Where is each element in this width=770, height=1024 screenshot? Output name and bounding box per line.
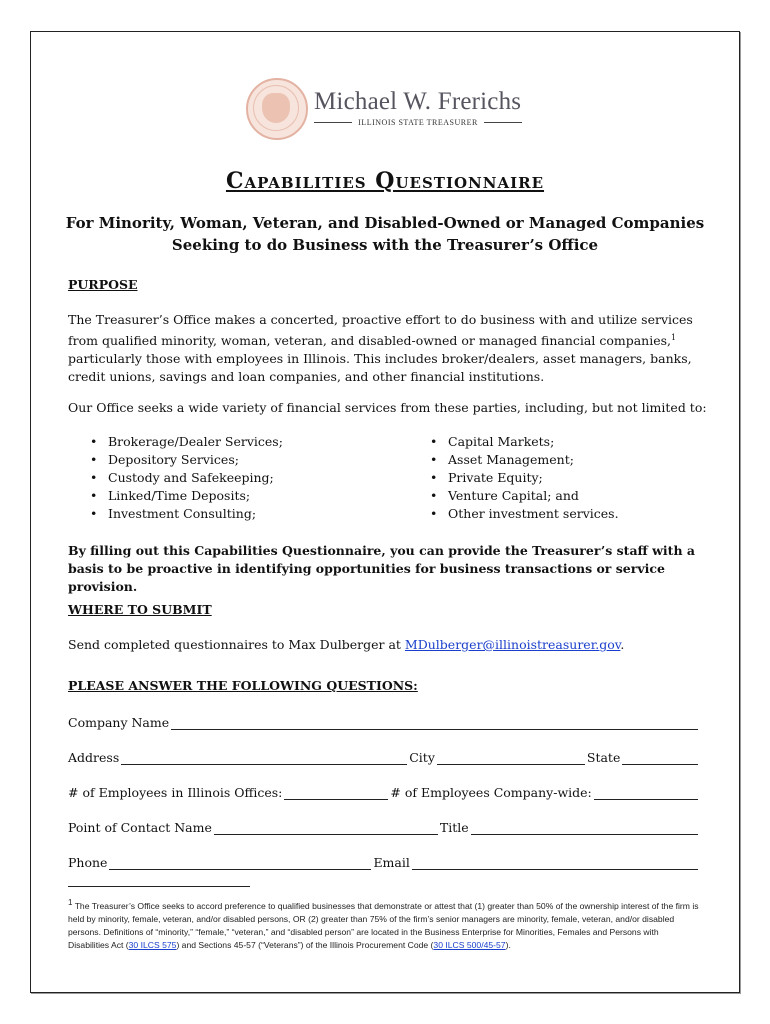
- service-item: • Investment Consulting;: [84, 505, 283, 523]
- purpose-heading: PURPOSE: [68, 277, 138, 292]
- state-label: State: [586, 750, 621, 765]
- service-item: • Brokerage/Dealer Services;: [84, 433, 283, 451]
- company-name-field[interactable]: [171, 715, 698, 730]
- service-item: • Asset Management;: [424, 451, 619, 469]
- phone-field[interactable]: [109, 855, 371, 870]
- treasurer-logo: [246, 78, 526, 138]
- contact-name-field[interactable]: [214, 820, 438, 835]
- employees-il-field[interactable]: [284, 785, 388, 800]
- state-seal-icon: [246, 78, 308, 140]
- address-field[interactable]: [121, 750, 407, 765]
- submit-text: Send completed questionnaires to Max Dulberger at MDulberger@illinoistreasurer.gov.: [68, 637, 625, 652]
- service-item: • Depository Services;: [84, 451, 283, 469]
- proactive-statement: By filling out this Capabilities Questionnaire, you can provide the Treasurer’s staff with a basis to be proactive in identifying opportunities for business transactions or service provision.: [68, 543, 695, 594]
- email-field[interactable]: [412, 855, 698, 870]
- logo-subtitle: ILLINOIS STATE TREASURER: [314, 118, 522, 127]
- email-label: Email: [373, 855, 410, 870]
- contact-title-field[interactable]: [471, 820, 698, 835]
- company-name-label: Company Name: [68, 715, 170, 730]
- address-label: Address: [68, 750, 120, 765]
- contact-title-label: Title: [439, 820, 469, 835]
- services-list-right: [424, 433, 619, 523]
- state-field[interactable]: [622, 750, 698, 765]
- service-item: • Capital Markets;: [424, 433, 619, 451]
- footnote-link-30-ilcs-500[interactable]: 30 ILCS 500/45-57: [433, 939, 506, 950]
- company-name-row: [68, 710, 700, 730]
- service-item: • Other investment services.: [424, 505, 619, 523]
- services-intro: Our Office seeks a wide variety of financial services from these parties, including, but not limited to:: [68, 400, 707, 415]
- employees-company-field[interactable]: [594, 785, 698, 800]
- submit-heading: WHERE TO SUBMIT: [68, 602, 212, 617]
- phone-email-row: [68, 850, 700, 870]
- address-row: [68, 745, 700, 765]
- city-field[interactable]: [437, 750, 585, 765]
- submit-email-link[interactable]: MDulberger@illinoistreasurer.gov: [404, 637, 621, 652]
- contact-row: [68, 815, 700, 835]
- footnote-divider: [68, 886, 250, 887]
- phone-label: Phone: [68, 855, 108, 870]
- document-title: Capabilities Questionnaire: [225, 168, 545, 194]
- employees-row: [68, 780, 700, 800]
- document-subtitle: For Minority, Woman, Veteran, and Disabled-Owned or Managed Companies Seeking to do Business with the Treasurer’s Office: [65, 214, 705, 254]
- services-list-left: [84, 433, 283, 523]
- service-item: • Venture Capital; and: [424, 487, 619, 505]
- footnote: $^1$ The Treasurer’s Office seeks to accord preference to qualified businesses that demonstrate or attest that (1) greater than 50% of the ownership interest of the firm is held by minority, female, veteran, and/or disabled persons, OR (2) greater than 75% of the firm’s senior managers are minority, female, veteran, and/or disabled persons. Definitions of “minority,” “female,” “veteran,” and “disabled person” are located in the Business Enterprise for Minorities, Females and Persons with Disabilities Act (30 ILCS 575) and Sections 45-57 (“Veterans”) of the Illinois Procurement Code (30 ILCS 500/45-57).: [68, 898, 699, 950]
- contact-name-label: Point of Contact Name: [68, 820, 212, 835]
- questions-heading: PLEASE ANSWER THE FOLLOWING QUESTIONS:: [68, 678, 418, 693]
- city-label: City: [409, 750, 435, 765]
- service-item: • Private Equity;: [424, 469, 619, 487]
- purpose-paragraph: The Treasurer’s Office makes a concerted, proactive effort to do business with and utilize services from qualified minority, woman, veteran, and disabled-owned or managed financial companies,$^1$ particularly those with employees in Illinois. This includes broker/dealers, asset managers, banks, credit unions, savings and loan companies, and other financial institutions.: [68, 312, 693, 385]
- employees-company-label: # of Employees Company-wide:: [390, 785, 592, 800]
- service-item: • Custody and Safekeeping;: [84, 469, 283, 487]
- employees-il-label: # of Employees in Illinois Offices:: [68, 785, 283, 800]
- logo-name: Michael W. Frerichs: [314, 88, 522, 115]
- service-item: • Linked/Time Deposits;: [84, 487, 283, 505]
- footnote-link-30-ilcs-575[interactable]: 30 ILCS 575: [128, 939, 177, 950]
